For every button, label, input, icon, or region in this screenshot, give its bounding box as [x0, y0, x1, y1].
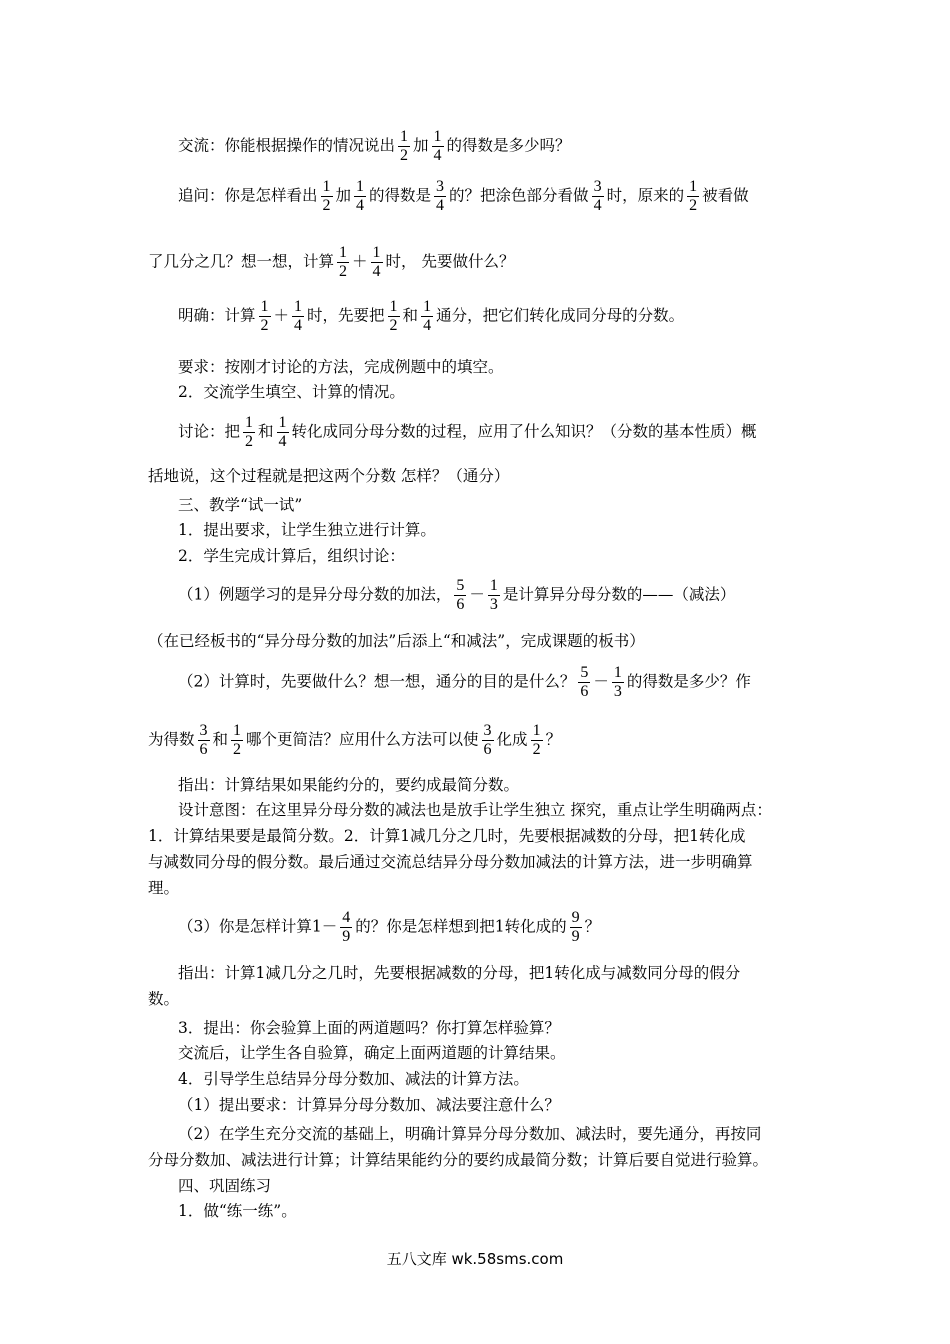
text-segment: ＋ [352, 252, 368, 271]
text-segment: ＋ [273, 306, 290, 325]
fraction-denominator: 6 [456, 596, 465, 613]
text-segment: 和 [212, 730, 229, 749]
text-line [148, 722, 561, 759]
text-line [178, 1095, 560, 1115]
text-line [178, 520, 436, 540]
fraction-numerator: 1 [372, 244, 381, 261]
fraction [592, 178, 604, 215]
text-segment: 和 [258, 422, 274, 441]
fraction [531, 722, 543, 759]
fraction-numerator: 1 [260, 298, 269, 315]
fraction-denominator: 3 [613, 683, 622, 700]
text-line [148, 878, 179, 898]
text-line [178, 775, 519, 795]
text-segment: 加 [413, 136, 429, 155]
fraction-numerator: 1 [689, 178, 698, 195]
text-segment: 通分，把它们转化成同分母的分数。 [436, 306, 685, 325]
text-segment: 交流：你能根据操作的情况说出 [178, 136, 396, 155]
fraction [198, 722, 210, 759]
text-segment: 交流后，让学生各自验算，确定上面两道题的计算结果。 [178, 1044, 566, 1062]
text-line [148, 989, 179, 1009]
text-segment: （1）提出要求：计算异分母分数加、减法要注意什么？ [178, 1096, 560, 1114]
fraction-numerator: 5 [456, 577, 465, 594]
fraction-numerator: 1 [233, 722, 242, 739]
text-segment: 2．交流学生填空、计算的情况。 [178, 383, 405, 401]
fraction [488, 577, 500, 614]
text-segment: 时，原来的 [606, 186, 685, 205]
fraction [434, 178, 446, 215]
text-segment: 为得数 [148, 730, 195, 749]
text-line [148, 466, 509, 486]
fraction-numerator: 1 [389, 298, 398, 315]
fraction-numerator: 1 [322, 178, 331, 195]
text-line [178, 800, 772, 820]
fraction [259, 298, 271, 335]
fraction-denominator: 4 [423, 317, 432, 334]
text-segment: 的得数是 [369, 186, 432, 205]
text-segment: 分母分数加、减法进行计算；计算结果能约分的要约成最简分数；计算后要自觉进行验算。 [148, 1151, 769, 1169]
fraction-denominator: 4 [436, 197, 445, 214]
text-line [178, 382, 405, 402]
text-line [178, 357, 504, 377]
fraction-denominator: 2 [260, 317, 269, 334]
fraction [388, 298, 400, 335]
text-segment: （3）你是怎样计算1－ [178, 917, 338, 936]
text-segment: 指出：计算1减几分之几时，先要根据减数的分母，把1转化成与减数同分母的假分 [178, 964, 741, 982]
text-segment: 的？把涂色部分看做 [449, 186, 589, 205]
fraction-denominator: 4 [356, 197, 365, 214]
fraction [231, 722, 243, 759]
text-segment: 和 [402, 306, 419, 325]
text-line [178, 495, 302, 515]
fraction [321, 178, 333, 215]
fraction [454, 577, 466, 614]
text-line [178, 178, 749, 215]
text-segment: 设计意图：在这里异分母分数的减法也是放手让学生独立 探究，重点让学生明确两点： [178, 801, 772, 819]
fraction-numerator: 1 [245, 414, 254, 431]
fraction-numerator: 3 [436, 178, 445, 195]
fraction-numerator: 1 [294, 298, 303, 315]
footer-watermark: 五八文库 wk.58sms.com [386, 1250, 564, 1268]
text-line [178, 128, 571, 165]
fraction-numerator: 3 [483, 722, 492, 739]
text-segment: （2）计算时，先要做什么？想一想，通分的目的是什么？ [178, 672, 576, 691]
text-segment: 化成 [496, 730, 528, 749]
text-segment: （在已经板书的“异分母分数的加法”后添上“和减法”，完成课题的板书） [148, 632, 645, 650]
text-line [148, 852, 753, 872]
text-line [178, 1124, 761, 1144]
fraction-numerator: 1 [433, 128, 442, 145]
fraction-denominator: 4 [294, 317, 303, 334]
text-line [148, 244, 514, 281]
text-segment: 追问：你是怎样看出 [178, 186, 318, 205]
fraction-denominator: 2 [245, 433, 254, 450]
fraction [337, 244, 349, 281]
text-line [148, 1150, 768, 1170]
text-line [178, 963, 740, 983]
text-line [148, 826, 745, 846]
fraction-denominator: 2 [233, 741, 242, 758]
text-segment: 4．引导学生总结异分母分数加、减法的计算方法。 [178, 1070, 529, 1088]
fraction-denominator: 2 [322, 197, 331, 214]
fraction [243, 414, 255, 451]
fraction-numerator: 1 [339, 244, 348, 261]
fraction-numerator: 1 [356, 178, 365, 195]
text-segment: （1）例题学习的是异分母分数的加法， [178, 585, 452, 604]
text-segment: 是计算异分母分数的——（减法） [502, 585, 736, 604]
text-line [178, 298, 684, 335]
fraction [340, 909, 352, 946]
fraction-denominator: 6 [580, 683, 589, 700]
text-segment: 转化成同分母分数的过程，应用了什么知识？（分数的基本性质）概 [291, 422, 757, 441]
text-line [178, 546, 405, 566]
fraction-denominator: 9 [571, 928, 580, 945]
fraction-denominator: 4 [593, 197, 602, 214]
text-segment: （2）在学生充分交流的基础上，明确计算异分母分数加、减法时，要先通分，再按同 [178, 1125, 762, 1143]
text-line [178, 1201, 297, 1221]
fraction-numerator: 1 [278, 414, 287, 431]
text-line [178, 1176, 271, 1196]
text-segment: 了几分之几？想一想，计算 [148, 252, 335, 271]
text-segment: 加 [335, 186, 352, 205]
text-segment: 数。 [148, 990, 180, 1008]
text-segment: 括地说，这个过程就是把这两个分数 怎样？（通分） [148, 467, 510, 485]
fraction-denominator: 2 [339, 263, 348, 280]
text-line [178, 1043, 566, 1063]
text-segment: 3．提出：你会验算上面的两道题吗？你打算怎样验算？ [178, 1019, 560, 1037]
fraction [354, 178, 366, 215]
text-segment: 2．学生完成计算后，组织讨论： [178, 547, 405, 565]
fraction-denominator: 2 [689, 197, 698, 214]
fraction-denominator: 4 [433, 147, 442, 164]
fraction [482, 722, 494, 759]
text-segment: 指出：计算结果如果能约分的，要约成最简分数。 [178, 776, 520, 794]
text-segment: 1．提出要求，让学生独立进行计算。 [178, 521, 436, 539]
fraction-numerator: 1 [532, 722, 541, 739]
fraction-denominator: 6 [199, 741, 208, 758]
fraction-numerator: 1 [423, 298, 432, 315]
text-line [178, 1018, 560, 1038]
fraction-denominator: 2 [389, 317, 398, 334]
text-line [178, 414, 757, 451]
text-segment: 与减数同分母的假分数。最后通过交流总结异分母分数加减法的计算方法，进一步明确算 [148, 853, 753, 871]
text-line [178, 909, 600, 946]
text-segment: － [593, 672, 609, 691]
fraction-numerator: 1 [613, 664, 622, 681]
text-line [148, 631, 645, 651]
text-segment: － [469, 585, 485, 604]
text-line [178, 664, 751, 701]
text-segment: 讨论：把 [178, 422, 241, 441]
fraction [292, 298, 304, 335]
text-segment: 1．做“练一练”。 [178, 1202, 297, 1220]
fraction-numerator: 9 [571, 909, 580, 926]
text-segment: 被看做 [702, 186, 749, 205]
text-segment: 1．计算结果要是最简分数。2．计算1减几分之几时，先要根据减数的分母，把1转化成 [148, 827, 746, 845]
fraction [421, 298, 433, 335]
fraction [371, 244, 383, 281]
fraction-numerator: 5 [580, 664, 589, 681]
text-segment: 哪个更简洁？应用什么方法可以使 [246, 730, 479, 749]
fraction-numerator: 1 [489, 577, 498, 594]
text-segment: 的？你是怎样想到把1转化成的 [355, 917, 567, 936]
text-segment: 时，先要把 [307, 306, 385, 325]
fraction [612, 664, 624, 701]
fraction-numerator: 4 [342, 909, 351, 926]
text-segment: 明确：计算 [178, 306, 256, 325]
fraction [687, 178, 699, 215]
text-segment: 时， 先要做什么？ [385, 252, 515, 271]
fraction-denominator: 2 [400, 147, 409, 164]
fraction [570, 909, 582, 946]
fraction-numerator: 1 [400, 128, 409, 145]
fraction [432, 128, 444, 165]
fraction-denominator: 4 [278, 433, 287, 450]
text-segment: 三、教学“试一试” [178, 496, 303, 514]
fraction-denominator: 2 [532, 741, 541, 758]
text-segment: ？ [584, 917, 601, 936]
text-line [178, 577, 735, 614]
text-segment: 要求：按刚才讨论的方法，完成例题中的填空。 [178, 358, 504, 376]
fraction-numerator: 3 [199, 722, 208, 739]
fraction-numerator: 3 [593, 178, 602, 195]
fraction-denominator: 4 [372, 263, 381, 280]
fraction-denominator: 9 [342, 928, 351, 945]
text-segment: 理。 [148, 879, 180, 897]
fraction-denominator: 6 [483, 741, 492, 758]
text-segment: ？ [545, 730, 562, 749]
fraction [398, 128, 410, 165]
fraction-denominator: 3 [489, 596, 498, 613]
text-segment: 四、巩固练习 [178, 1177, 272, 1195]
text-line [178, 1069, 529, 1089]
text-segment: 的得数是多少吗？ [446, 136, 571, 155]
text-segment: 的得数是多少？作 [626, 672, 751, 691]
fraction [277, 414, 289, 451]
fraction [578, 664, 590, 701]
